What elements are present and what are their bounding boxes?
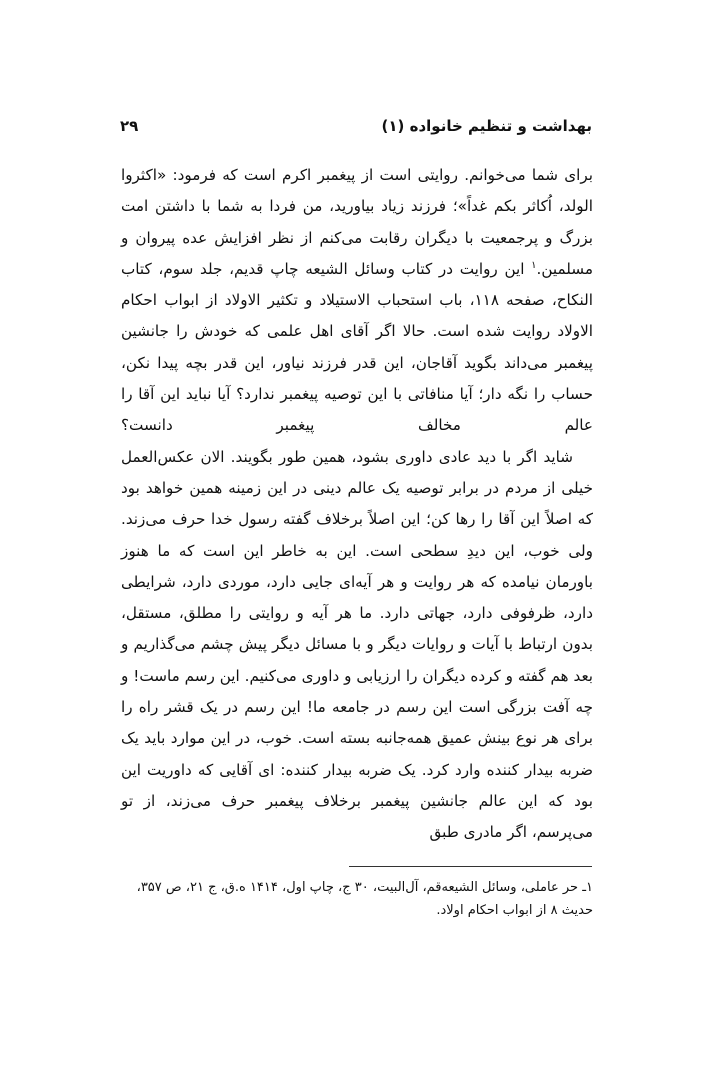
paragraph-2-text: این روایت در کتاب وسائل الشیعه چاپ قدیم، جلد سوم، کتاب النکاح، صفحه ۱۱۸، باب استحباب الاستیلاد و تکثیر الاولاد از ابواب احکام الاولاد روایت شده است. حالا اگر آقای اهل علمی که خودش را جانشین پیغمبر می‌داند بگوید آقاجان، این قدر فرزند نیاور، این قدر بچه پیدا نکن، حساب را نگه دار؛ آیا منافاتی با این توصیه پیغمبر ندارد؟ آیا نباید این آقا را عالم مخالف پیغمبر دانست؟ bbox=[121, 259, 593, 435]
footnote-marker: ۱ bbox=[531, 259, 537, 271]
page-number: ۲۹ bbox=[120, 117, 139, 135]
paragraph-1 bbox=[121, 160, 593, 442]
running-header bbox=[120, 117, 592, 147]
footnote-line-2: حدیث ۸ از ابواب احکام اولاد. bbox=[436, 903, 593, 918]
body-text bbox=[121, 160, 593, 849]
footnote bbox=[121, 876, 593, 922]
paragraph-1-text: برای شما می‌خوانم. روایتی است از پیغمبر اکرم است که فرمود: «اکثروا الولد، اُکاثر بکم غداً»؛ فرزند زیاد بیاورید، من فردا به شما با داشتن امت بزرگ و پرجمعیت با دیگران رقابت می‌کنم از نظر افزایش عده پیروان و مسلمین. bbox=[121, 166, 593, 278]
footnote-line-1: ۱ـ حر عاملی، وسائل الشیعه‌قم، آل‌البیت، ۳۰ ج، چاپ اول، ۱۴۱۴ ه.ق، ج ۲۱، ص ۳۵۷، bbox=[136, 880, 593, 895]
chapter-title: بهداشت و تنظیم خانواده (۱) bbox=[381, 117, 592, 135]
paragraph-3: شاید اگر با دید عادی داوری بشود، همین طور بگویند. الان عکس‌العمل خیلی از مردم در برابر توصیه یک عالم دینی در این زمینه همین خواهد بود که اصلاً این آقا را رها کن؛ این اصلاً برخلاف گفته رسول خدا حرف می‌زند. ولی خوب، این دیدِ سطحی است. این به خاطر این است که ما هنوز باورمان نیامده که هر روایت و هر آیه‌ای جایی دارد، موردی دارد، شرایطی دارد، ظرفوفی دارد، جهاتی دارد. ما هر آیه و روایتی را مطلق، مستقل، بدون ارتباط با آیات و روایات دیگر و با مسائل دیگر پیش چشم می‌گذاریم و بعد هم گفته و کرده دیگران را ارزیابی و داوری می‌کنیم. این رسم ماست! و چه آفت بزرگی است این رسم در جامعه ما! این رسم در یک قشر راه را برای هر نوع بینش عمیق همه‌جانبه بسته است. خوب، در این موارد باید یک ضربه بیدار کننده وارد کرد. یک ضربه بیدار کننده: ای آقایی که داوریت این بود که این عالم جانشین پیغمبر برخلاف پیغمبر حرف می‌زند، از تو می‌پرسم، اگر مادری طبق bbox=[121, 447, 593, 842]
footnote-separator bbox=[349, 866, 592, 867]
